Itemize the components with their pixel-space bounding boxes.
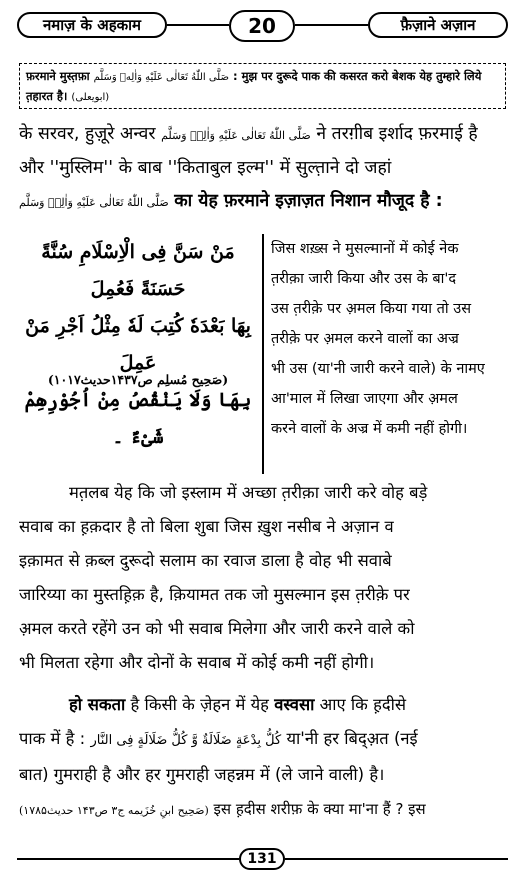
chapter-title: फ़ैज़ाने अज़ान [368,12,508,38]
translation-line: आ'माल में लिखा जाएगा और अ़मल [271,391,458,407]
translation-line: त़रीक़ा जारी किया और उस के बा'द [271,271,457,287]
text-line: भी मिलता रहेगा और दोनों के सवाब में कोई कमी नहीं होगी। [19,653,375,672]
text: के सरवर, हुज़ूरे अन्वर [19,124,156,144]
translation-line: करने वालों के अज्र में कमी नहीं होगी। [271,421,468,437]
text-line: जारिय्या का मुस्तह़िक़ है, क़ियामत तक जो मुसल्मान इस त़रीक़े पर [19,585,410,604]
bold-text: हो सकता [69,695,126,714]
bold-text: वस्वसा [274,695,315,714]
arabic-line: بِهَا وَلَا يَنْقُصُ مِنْ اُجُوْرِهِمْ شَیْءٌ ۔ [24,389,252,448]
header-page-number: 20 [229,10,295,42]
hadith-section [19,234,509,474]
paragraph-intro [19,118,509,219]
salutation: صَلَّى اللّٰهُ تَعَالٰى عَلَيْهِ وَاٰلِهٖ وَسَلَّم [19,196,169,209]
text-line: सवाब का ह़क़दार है तो बिला शुबा जिस ख़ुश नसीब ने अज़ान व [19,517,394,536]
farman-text-end: है। [56,89,68,103]
paragraph-explanation [19,476,509,680]
salutation: صَلَّى اللّٰهُ تَعَالٰى عَلَيْهِ وَاٰلِهٖ وَسَلَّم [93,72,229,83]
text: का येह फ़रमाने इज़ाज़त निशान मौजूद है : [174,191,443,211]
farman-text: : मुझ पर दुरूदे पाक की कसरत करो बेशक येह तुम्हारे लिये त़हारत [26,69,482,103]
text: पाक में है : [19,729,86,748]
column-divider [262,234,264,474]
farman-reference: (ابویعلی) [71,92,110,103]
text-line: इक़ामत से क़ब्ल दुरूदो सलाम का रवाज डाला है वोह भी सवाबे [19,551,392,570]
salutation: صَلَّى اللّٰهُ تَعَالٰى عَلَيْهِ وَاٰلِهٖ وَسَلَّم [161,129,311,142]
translation-line: भी उस (या'नी जारी करने वाले) के नामए [271,361,485,377]
text-line: अ़मल करते रहेंगे उन को भी सवाब मिलेगा और जारी करने वाले को [19,619,415,638]
text: ने तरग़ीब इर्शाद फ़रमाई है [316,124,478,144]
farman-label: फ़रमाने मुस्त़फ़ा [26,69,90,83]
footer-divider [285,858,508,860]
footer-divider [17,858,239,860]
arabic-quote: كُلُّ بِدْعَةٍ ضَلَالَةٌ وَّ كُلُّ ضَلَالَةٍ فِی النَّار [90,733,282,748]
text: आए कि ह़दीसे [319,695,407,714]
text-line: मत़लब येह कि जो इस्लाम में अच्छा त़रीक़ा जारी करे वोह बड़े [69,483,428,502]
arabic-line: بِهَا بَعْدَهٗ كُتِبَ لَهٗ مِثْلُ اَجْرِ مَنْ عَمِلَ [25,315,251,374]
footer-page-number: 131 [239,848,285,870]
header-divider [167,24,229,26]
page [7,6,518,872]
translation-line: त़रीक़े पर अ़मल करने वालों का अज्र [271,331,459,347]
arabic-line: مَنْ سَنَّ فِی الْاِسْلَامِ سُنَّةً حَسَنَةً فَعُمِلَ [41,241,235,300]
hadith-reference: (صَحِیح مُسلِم ص۱۴۳۷حدیث۱۰۱۷) [47,372,229,387]
page-header [7,6,518,46]
arabic-hadith [19,234,257,456]
translation-line: जिस शख़्स ने मुसल्मानों में कोई नेक [271,241,459,257]
hadith-translation [271,234,509,444]
text-line: और ''मुस्लिम'' के बाब ''किताबुल इल्म'' में सुल्त़ाने दो जहां [19,158,392,178]
text: इस ह़दीस शरीफ़ के क्या मा'ना हैं ? इस [213,800,426,818]
paragraph-wasawasa [19,688,509,828]
hadith-reference: (صَحِیح ابنِ خُزَیمه ج۳ ص۱۴۳ حدیث۱۷۸۵) [19,804,209,817]
header-divider [295,24,368,26]
text: या'नी हर बिद्अ़त (नई [286,729,418,748]
farmane-mustafa-box [19,63,506,109]
text: है किसी के ज़ेहन में येह [130,695,269,714]
text-line: बात) गुमराही है और हर गुमराही जहन्नम में (ले जाने वाली) है। [19,765,385,784]
translation-line: उस त़रीक़े पर अ़मल किया गया तो उस [271,301,471,317]
book-title: नमाज़ के अहकाम [17,12,167,38]
